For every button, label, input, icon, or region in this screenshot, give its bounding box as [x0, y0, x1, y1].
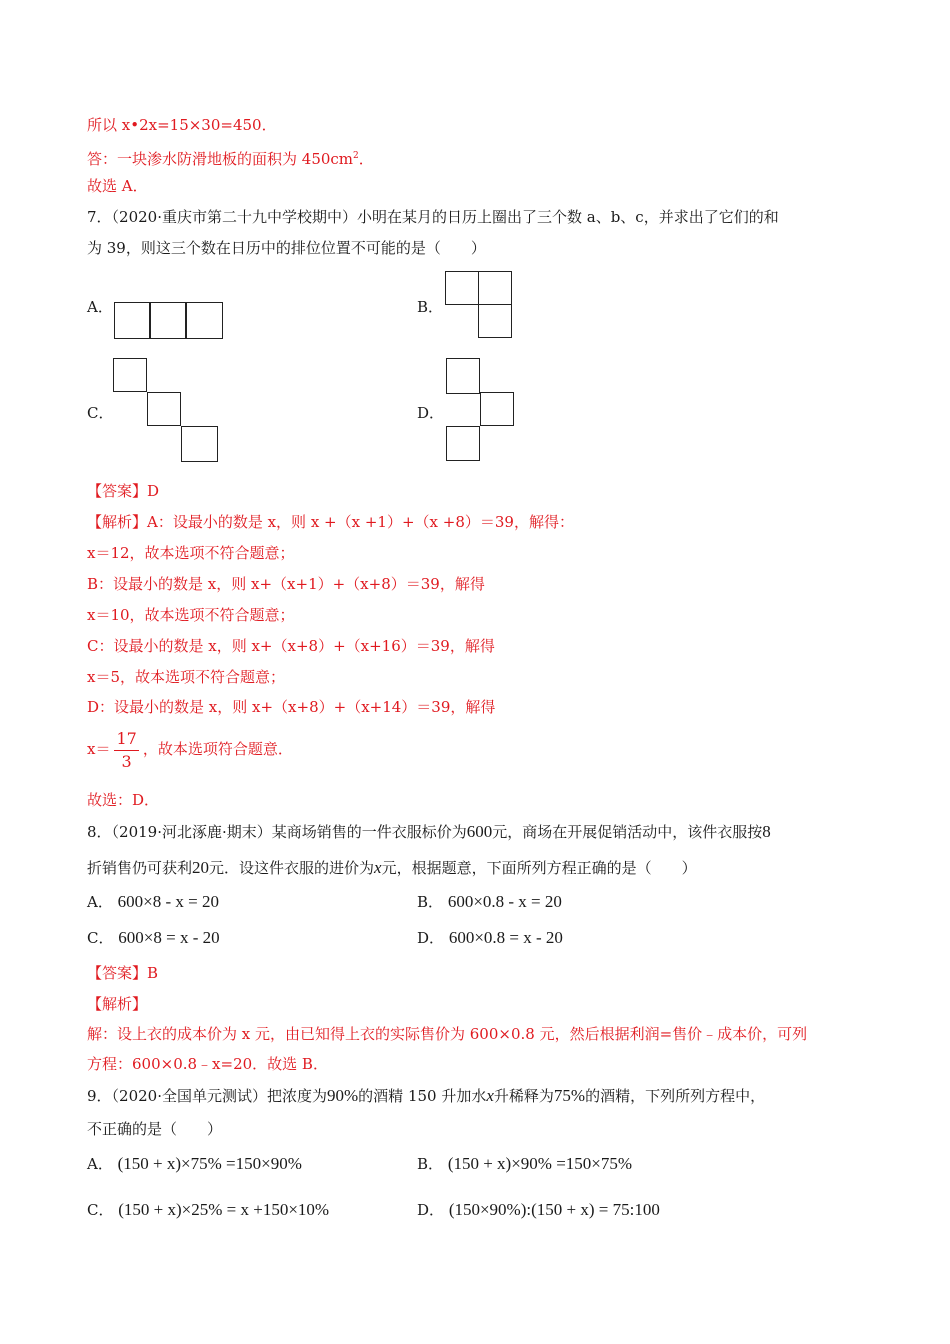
q8-stem-text: 元．设这件衣服的进价为 [209, 859, 375, 877]
option-label: C． [87, 1201, 114, 1219]
grid-cell [478, 271, 512, 305]
prev-solution-text: 答：一块渗水防滑地板的面积为 450cm [87, 150, 354, 168]
q7-analysis-line-2: x＝12，故本选项不符合题意； [87, 544, 295, 562]
fraction-numerator: 17 [114, 728, 138, 751]
grid-cell [446, 358, 480, 394]
q9-stem-line-1 [87, 1086, 765, 1106]
grid-cell [181, 426, 218, 462]
q8-stem-text: 折销售仍可获利 [87, 859, 193, 877]
option-label: B． [417, 893, 444, 911]
q9-option-c [87, 1200, 329, 1220]
superscript: 2 [353, 151, 359, 161]
prev-solution-end: ． [358, 150, 374, 168]
option-label: A． [87, 893, 113, 911]
prev-solution-line-1: 所以 x•2x=15×30=450． [87, 116, 277, 134]
grid-cell [149, 302, 187, 339]
grid-cell [446, 426, 480, 461]
option-formula: (150×90%):(150 + x) = 75:100 [448, 1200, 660, 1219]
q8-analysis-title: 【解析】 [87, 995, 148, 1013]
option-label: A． [87, 1155, 113, 1173]
option-formula: (150 + x)×90% =150×75% [447, 1154, 633, 1173]
option-formula: 600×8 = x - 20 [118, 928, 220, 947]
fraction [114, 728, 138, 773]
grid-cell [480, 392, 514, 426]
q7-analysis-line-5: C：设最小的数是 x，则 x+（x+8）+（x+16）＝39，解得 [87, 637, 495, 655]
option-formula: 600×0.8 - x = 20 [447, 892, 562, 911]
q7-analysis-line-4: x＝10，故本选项不符合题意； [87, 606, 295, 624]
q9-stem-text: 的酒精 150 升加水 [358, 1087, 487, 1105]
q8-discount: 8 [762, 822, 771, 841]
q8-variable: x [374, 858, 382, 877]
q9-concentration-2: 75% [553, 1086, 586, 1105]
option-formula: (150 + x)×75% =150×90% [117, 1154, 302, 1173]
option-formula: (150 + x)×25% = x +150×10% [118, 1200, 330, 1219]
q8-option-b [417, 892, 562, 912]
fraction-prefix: x＝ [87, 740, 111, 758]
q8-stem-line-2 [87, 858, 697, 878]
q8-price: 600 [466, 822, 493, 841]
option-label: D． [417, 929, 445, 947]
q9-stem-text: 9．（2020·全国单元测试）把浓度为 [87, 1087, 327, 1105]
q9-option-a [87, 1154, 302, 1174]
option-label: C． [87, 929, 114, 947]
option-label: B． [417, 1155, 444, 1173]
q7-option-a-label: A． [87, 298, 113, 316]
q7-option-b-label: B． [417, 298, 444, 316]
q9-stem-line-2: 不正确的是（ ） [87, 1120, 223, 1138]
q7-answer: 【答案】D [87, 482, 160, 500]
q8-option-d [417, 928, 563, 948]
q7-analysis-line-6: x＝5，故本选项不符合题意； [87, 668, 286, 686]
option-formula: 600×0.8 = x - 20 [448, 928, 563, 947]
grid-cell [478, 304, 512, 338]
q7-analysis-line-3: B：设最小的数是 x，则 x+（x+1）+（x+8）＝39，解得 [87, 575, 485, 593]
q7-fraction-line [87, 726, 293, 773]
q7-choose: 故选：D． [87, 791, 160, 809]
q9-concentration-1: 90% [327, 1086, 359, 1105]
grid-cell [113, 358, 147, 392]
q7-option-c-label: C． [87, 404, 114, 422]
grid-cell [445, 271, 479, 305]
q7-analysis-line-7: D：设最小的数是 x，则 x+（x+8）+（x+14）＝39，解得 [87, 698, 496, 716]
fraction-denominator: 3 [121, 751, 132, 771]
q8-stem-line-1 [87, 822, 771, 842]
q7-analysis-line-1: 【解析】A：设最小的数是 x，则 x +（x +1）+（x +8）＝39，解得： [87, 513, 574, 531]
q8-option-a [87, 892, 219, 912]
prev-solution-line-3: 故选 A． [87, 177, 148, 195]
q9-stem-text: 升稀释为 [493, 1087, 554, 1105]
grid-cell [185, 302, 223, 339]
q9-option-b [417, 1154, 632, 1174]
q9-option-d [417, 1200, 660, 1220]
q8-analysis-line-1: 解：设上衣的成本价为 x 元，由已知得上衣的实际售价为 600×0.8 元，然后根据利润=售价﹣成本价，可列 [87, 1025, 808, 1043]
grid-cell [147, 392, 181, 426]
q7-option-d-label: D． [417, 404, 445, 422]
fraction-suffix: ，故本选项符合题意． [142, 740, 293, 758]
q8-option-c [87, 928, 220, 948]
q8-profit: 20 [192, 858, 210, 877]
q9-variable: x [486, 1086, 494, 1105]
q8-stem-text: 8．（2019·河北涿鹿·期末）某商场销售的一件衣服标价为 [87, 823, 467, 841]
option-formula: 600×8 - x = 20 [117, 892, 219, 911]
grid-cell [114, 302, 151, 339]
q8-stem-text: 元，根据题意，下面所列方程正确的是（ ） [381, 859, 697, 877]
q7-stem-line-2: 为 39，则这三个数在日历中的排位位置不可能的是（ ） [87, 239, 486, 257]
q7-stem-line-1: 7．（2020·重庆市第二十九中学校期中）小明在某月的日历上圈出了三个数 a、b、c，并求出了它们的和 [87, 208, 779, 226]
option-label: D． [417, 1201, 445, 1219]
prev-solution-line-2 [87, 146, 374, 169]
q9-stem-text: 的酒精，下列所列方程中， [585, 1087, 766, 1105]
q8-answer: 【答案】B [87, 964, 159, 982]
q8-stem-text: 元，商场在开展促销活动中，该件衣服按 [492, 823, 763, 841]
q8-analysis-line-2: 方程：600×0.8﹣x=20．故选 B． [87, 1055, 328, 1073]
